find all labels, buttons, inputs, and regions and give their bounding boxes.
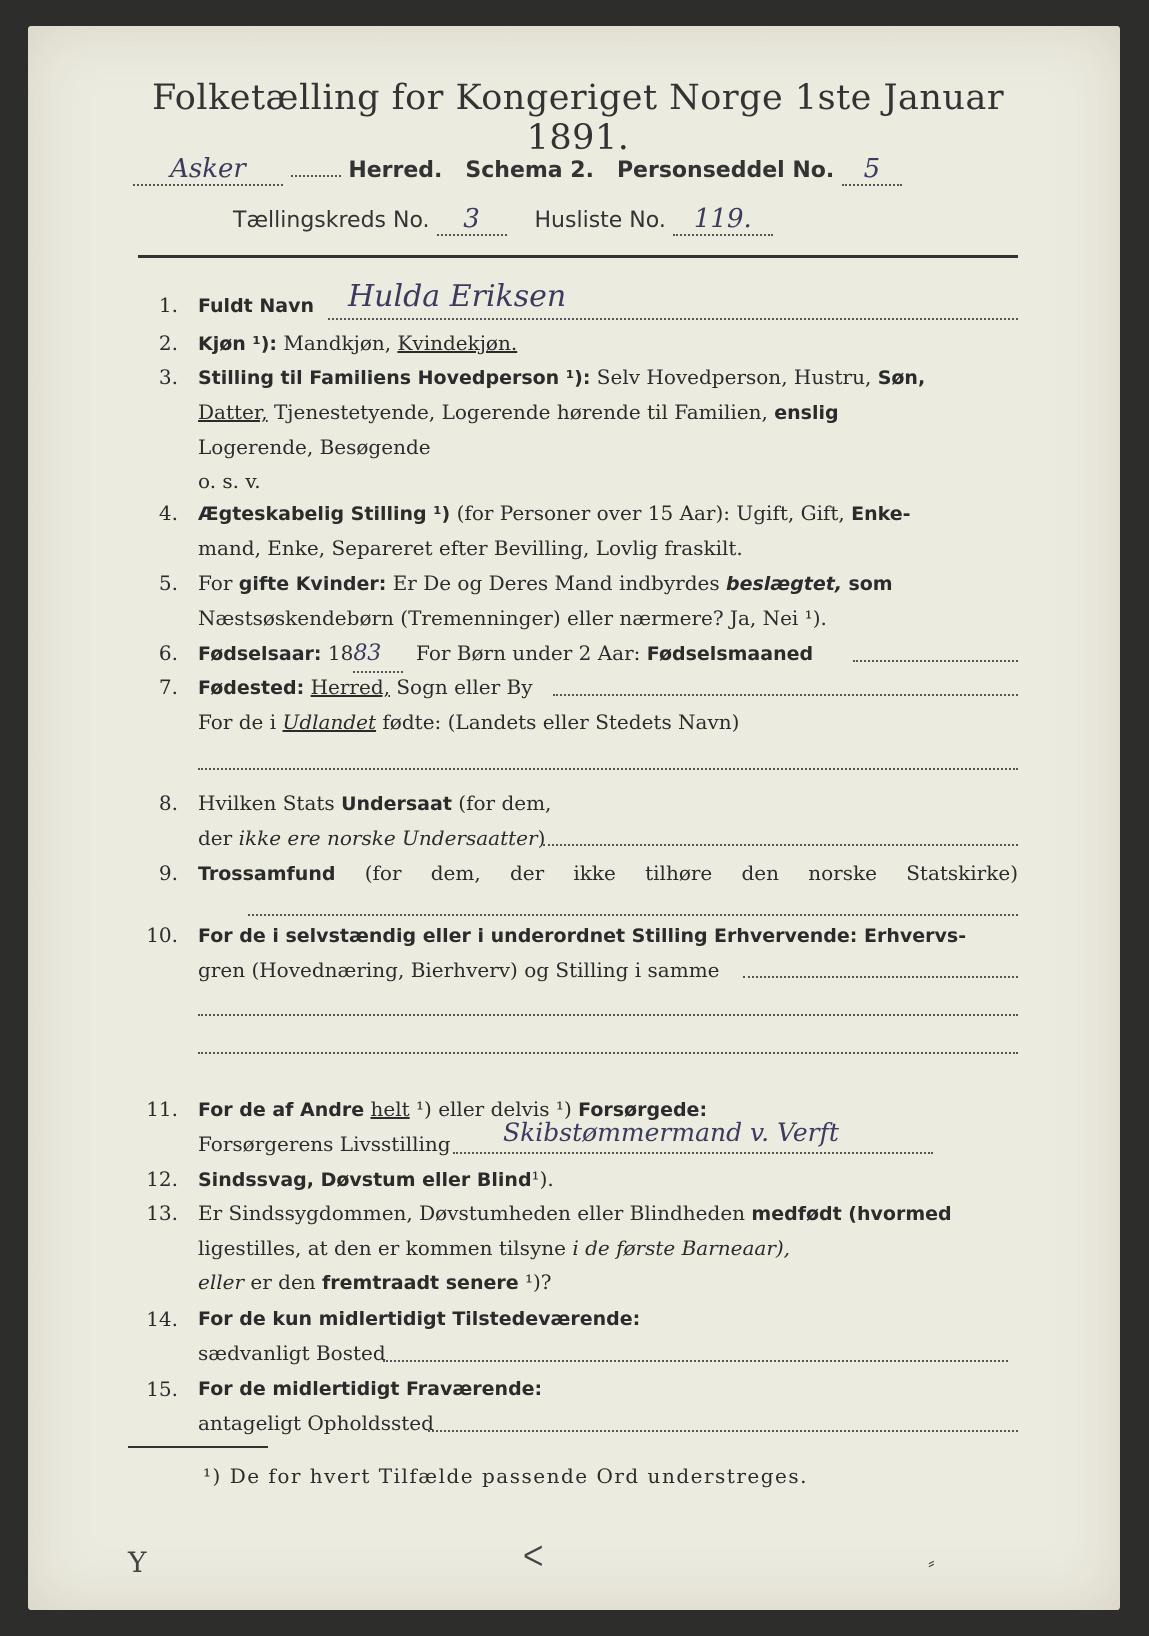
item-number: 7. (158, 675, 178, 699)
item-number: 13. (146, 1201, 178, 1225)
herred-label: Herred. (348, 158, 443, 183)
name-field[interactable] (328, 318, 1018, 320)
item-number: 1. (158, 293, 178, 317)
header-rule (138, 255, 1018, 258)
gifte-som: som (848, 573, 893, 595)
medfodt-text-b: ligestilles, at den er kommen tilsyne (198, 1236, 566, 1260)
aegteskab-options-b: mand, Enke, Separeret efter Bevilling, Lovlig fraskilt. (198, 536, 743, 560)
trossamfund-text: (for dem, der ikke tilhøre den norske Statskirke) (364, 861, 1019, 885)
gifte-beslaegtet: beslægtet, (725, 573, 843, 595)
forsorgede-label-a: For de af Andre (198, 1099, 365, 1121)
fodested-options: Sogn eller By (396, 675, 533, 699)
opholdssted-field[interactable] (428, 1430, 1018, 1432)
fremtraadt-label: fremtraadt senere (322, 1272, 519, 1294)
livsstilling-field[interactable] (453, 1152, 933, 1154)
item-number: 15. (146, 1377, 178, 1401)
forsorgede-helt[interactable]: helt (370, 1097, 410, 1121)
undersaat-text-b: (for dem, (458, 791, 552, 815)
item-number: 2. (158, 331, 178, 355)
medfodt-text-f: ¹)? (524, 1270, 552, 1294)
item-number: 14. (146, 1307, 178, 1331)
opholdssted-label: antageligt Opholdssted (198, 1411, 434, 1435)
kreds-value: 3 (463, 204, 480, 234)
item-number: 4. (158, 501, 178, 525)
aegteskab-label: Ægteskabelig Stilling ¹) (198, 503, 451, 525)
medfodt-text-e: er den (250, 1270, 316, 1294)
stilling-label: Stilling til Familiens Hovedperson ¹): (198, 367, 591, 389)
item-number: 5. (158, 571, 178, 595)
trossamfund-field[interactable] (248, 914, 1018, 916)
medfodt-text-a: Er Sindssygdommen, Døvstumheden eller Blindheden (198, 1201, 746, 1225)
gifte-label-b: gifte Kvinder: (238, 573, 387, 595)
husliste-value: 119. (693, 204, 752, 234)
stilling-option-enslig: enslig (774, 402, 839, 424)
gifte-question-b: Næstsøskendebørn (Tremenninger) eller nærmere? Ja, Nei ¹). (198, 606, 827, 630)
tilstede-label: For de kun midlertidigt Tilstedeværende: (198, 1308, 641, 1330)
trossamfund-label: Trossamfund (198, 863, 336, 885)
kreds-field[interactable] (437, 204, 507, 236)
born-text: For Børn under 2 Aar: (416, 641, 641, 665)
erhverv-field-1[interactable] (743, 976, 1018, 978)
item-number: 9. (158, 861, 178, 885)
stilling-option-son: Søn, (877, 367, 926, 389)
fodselsaar-field[interactable] (353, 636, 403, 673)
undersaat-field[interactable] (543, 844, 1018, 846)
fodested-option-herred[interactable]: Herred, (310, 675, 390, 699)
fodselsaar-label: Fødselsaar: (198, 643, 322, 665)
footnote-rule (128, 1446, 268, 1448)
forsorgede-text: ¹) eller delvis ¹) (416, 1097, 572, 1121)
personseddel-label: Personseddel No. (616, 158, 835, 183)
fodselsmaaned-label: Fødselsmaaned (646, 643, 814, 665)
fodselsaar-prefix: 18 (327, 641, 354, 665)
census-form (28, 26, 1120, 1610)
footnote-text: De for hvert Tilfælde passende Ord understreges. (229, 1464, 808, 1488)
livsstilling-value: Skibstømmermand v. Verft (503, 1118, 839, 1147)
item-number: 11. (146, 1097, 178, 1121)
bosted-label: sædvanligt Bosted (198, 1341, 386, 1365)
schema-label: Schema 2. (465, 158, 594, 183)
item-number: 12. (146, 1167, 178, 1191)
husliste-label: Husliste No. (534, 208, 666, 233)
pencil-mark-right: ⸗ (928, 1550, 935, 1574)
stilling-options-d: o. s. v. (198, 469, 261, 493)
udlandet-field[interactable] (198, 768, 1018, 770)
herred-value: Asker (170, 154, 246, 184)
footnote (203, 1464, 808, 1488)
kjon-label: Kjøn ¹): (198, 333, 278, 355)
personseddel-value: 5 (863, 154, 881, 184)
stilling-option-datter[interactable]: Datter, (198, 400, 268, 424)
item-number: 6. (158, 641, 178, 665)
item-1 (138, 279, 1018, 328)
gifte-label-a: For (198, 571, 233, 595)
bosted-field[interactable] (383, 1360, 1008, 1362)
fodselsaar-value: 83 (353, 641, 382, 666)
forsorgede-label-b: Forsørgede: (578, 1099, 708, 1121)
medfodt-text-c: i de første Barneaar), (572, 1236, 791, 1260)
personseddel-field[interactable] (842, 154, 902, 186)
fravaerende-label: For de midlertidigt Fraværende: (198, 1378, 543, 1400)
kreds-line (233, 204, 993, 236)
erhverv-label-a: For de i selvstændig eller i underordnet Stilling (198, 925, 708, 947)
sindssvag-note: ¹). (531, 1167, 554, 1191)
undersaat-text-c: der (198, 826, 233, 850)
kjon-option-kvinde[interactable]: Kvindekjøn. (397, 331, 518, 355)
fuldt-navn-label: Fuldt Navn (198, 295, 315, 317)
kreds-label: Tællingskreds No. (233, 208, 430, 233)
kjon-option-mand[interactable]: Mandkjøn, (283, 331, 392, 355)
stilling-options-b: Tjenestetyende, Logerende hørende til Familien, (273, 400, 768, 424)
undersaat-label: Undersaat (341, 793, 452, 815)
sindssvag-label: Sindssvag, Døvstum eller Blind (198, 1169, 532, 1191)
erhverv-label-b: Erhvervende: Erhvervs- (713, 925, 967, 947)
herred-line (133, 154, 1023, 186)
fodselsmaaned-field[interactable] (853, 660, 1018, 662)
footnote-mark: ¹) (203, 1464, 222, 1488)
fodested-field[interactable] (553, 694, 1018, 696)
item-number: 3. (158, 365, 178, 389)
fodested-label: Fødested: (198, 677, 305, 699)
aegteskab-options-a: (for Personer over 15 Aar): Ugift, Gift, (456, 501, 845, 525)
gifte-question: Er De og Deres Mand indbyrdes (392, 571, 720, 595)
udlandet-text-b: Udlandet (282, 710, 377, 734)
stilling-options-a: Selv Hovedperson, Hustru, (596, 365, 872, 389)
erhverv-field-3[interactable] (198, 1052, 1018, 1054)
medfodt-text-d: eller (198, 1270, 245, 1294)
aegteskab-option-enke: Enke- (851, 503, 911, 525)
medfodt-label: medfødt (hvormed (751, 1203, 952, 1225)
undersaat-text-d: ikke ere norske Undersaatter (238, 826, 538, 850)
erhverv-text: gren (Hovednæring, Bierhverv) og Stilling i samme (198, 958, 720, 982)
livsstilling-label: Forsørgerens Livsstilling (198, 1132, 451, 1156)
udlandet-text-c: fødte: (Landets eller Stedets Navn) (382, 710, 740, 734)
erhverv-field-2[interactable] (198, 1014, 1018, 1016)
pencil-mark-left: Y (128, 1546, 147, 1579)
undersaat-text-a: Hvilken Stats (198, 791, 335, 815)
udlandet-text-a: For de i (198, 710, 277, 734)
name-value: Hulda Eriksen (348, 279, 567, 314)
stilling-options-c: Logerende, Besøgende (198, 435, 431, 459)
item-number: 8. (158, 791, 178, 815)
pencil-mark-center: ᐸ (523, 1540, 544, 1573)
herred-field[interactable] (133, 154, 283, 186)
undersaat-text-e: ) (537, 826, 546, 850)
form-title: Folketælling for Kongeriget Norge 1ste Januar 1891. (151, 78, 1005, 158)
item-number: 10. (146, 923, 178, 947)
husliste-field[interactable] (673, 204, 773, 236)
